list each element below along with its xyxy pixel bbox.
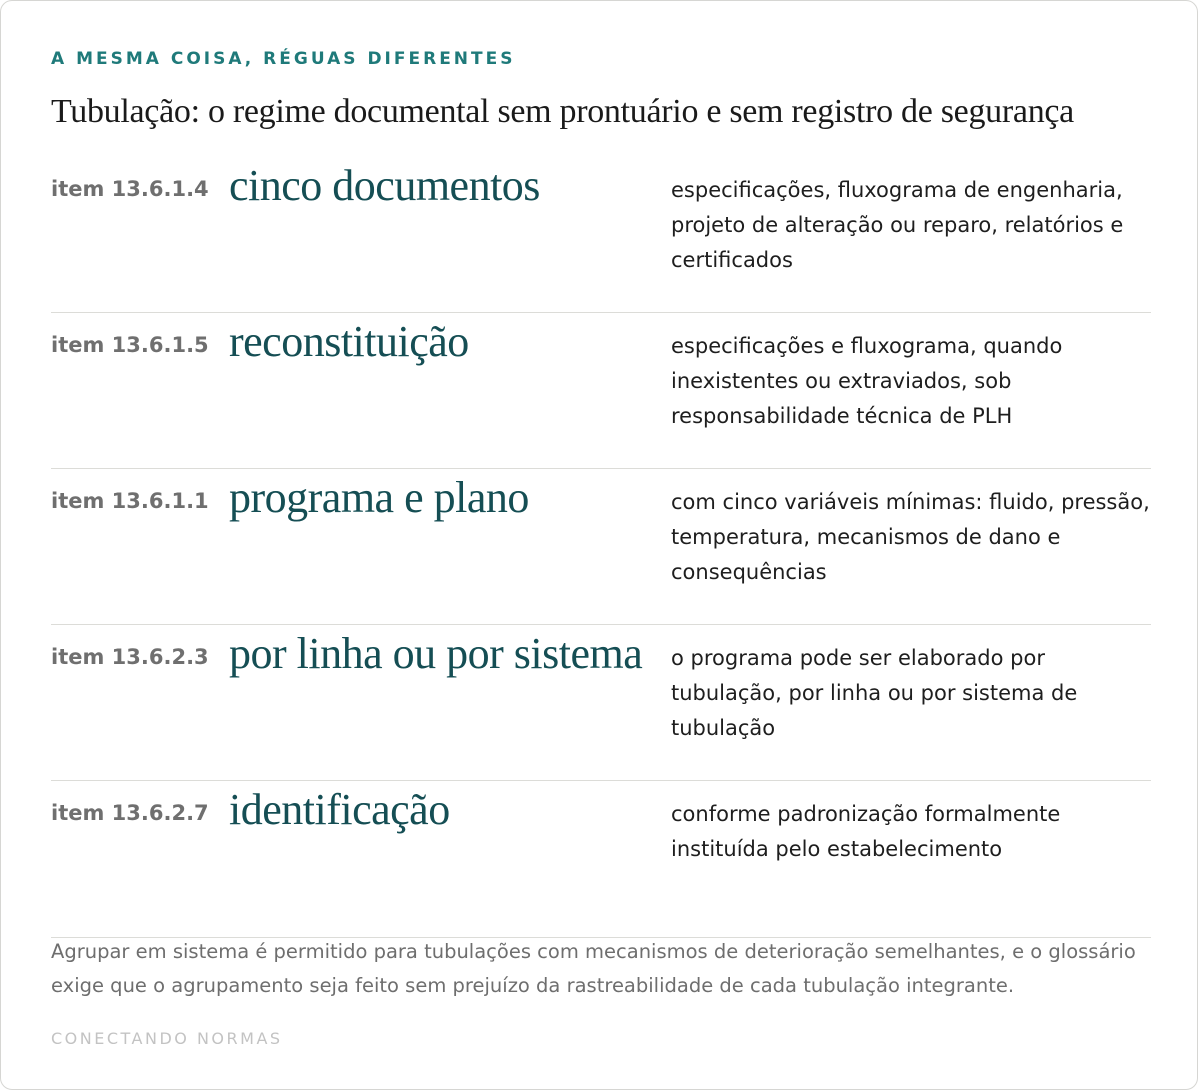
- list-item: [51, 469, 1151, 625]
- list-item: [51, 781, 1151, 938]
- list-item: [51, 625, 1151, 781]
- items-list: [51, 157, 1151, 938]
- item-description: conforme padronização formalmente instituída pelo estabelecimento: [671, 802, 1061, 861]
- item-reference: item 13.6.2.3: [51, 645, 209, 669]
- item-term: reconstituição: [229, 317, 469, 366]
- item-description: especificações, fluxograma de engenharia, projeto de alteração ou reparo, relatórios e certificados: [671, 178, 1124, 272]
- item-description: com cinco variáveis mínimas: fluido, pressão, temperatura, mecanismos de dano e consequências: [671, 490, 1150, 584]
- item-term: programa e plano: [229, 473, 529, 522]
- eyebrow-label: A MESMA COISA, RÉGUAS DIFERENTES: [51, 49, 516, 69]
- footnote: Agrupar em sistema é permitido para tubulações com mecanismos de deterioração semelhantes, e o glossário exige que o agrupamento seja feito sem prejuízo da rastreabilidade de cada tubulação integrante.: [51, 940, 1136, 997]
- list-item: [51, 313, 1151, 469]
- brand-label: CONECTANDO NORMAS: [51, 1029, 283, 1048]
- item-term: identificação: [229, 785, 450, 834]
- item-term: cinco documentos: [229, 161, 540, 210]
- item-reference: item 13.6.1.1: [51, 489, 209, 513]
- page-title: Tubulação: o regime documental sem prontuário e sem registro de segurança: [51, 93, 1074, 130]
- item-reference: item 13.6.1.5: [51, 333, 209, 357]
- list-item: [51, 157, 1151, 313]
- item-description: especificações e fluxograma, quando inexistentes ou extraviados, sob responsabilidade técnica de PLH: [671, 334, 1063, 428]
- item-description: o programa pode ser elaborado por tubulação, por linha ou por sistema de tubulação: [671, 646, 1078, 740]
- item-reference: item 13.6.1.4: [51, 177, 209, 201]
- item-reference: item 13.6.2.7: [51, 801, 209, 825]
- item-term: por linha ou por sistema: [229, 629, 643, 678]
